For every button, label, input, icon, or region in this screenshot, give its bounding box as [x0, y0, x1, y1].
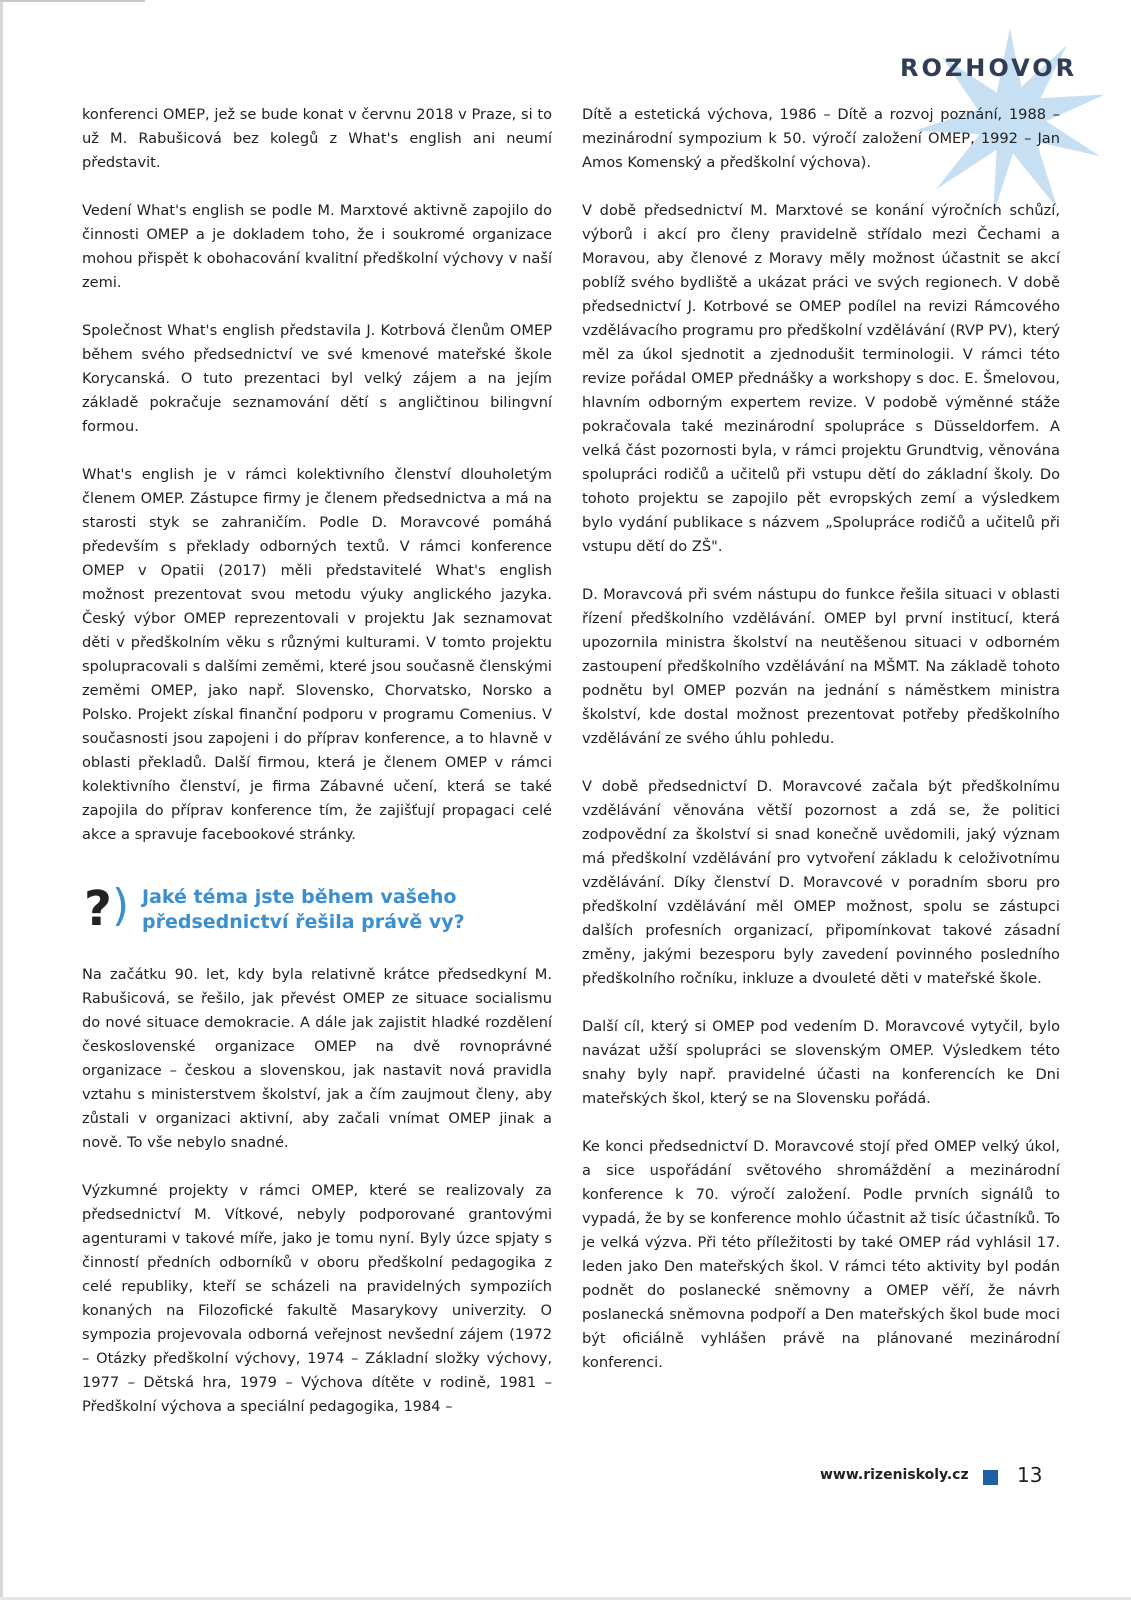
page-footer	[820, 1463, 1060, 1493]
paragraph: Výzkumné projekty v rámci OMEP, které se realizovaly za předsednictví M. Vítkové, nebyly podporované grantovými agenturami v takové míře, jako je tomu nyní. Byly úzce spjaty s činností předních odborníků v oboru předškolní pedagogika z celé republiky, kteří se scházeli na pravidelných sympoziích konaných na Filozofické fakultě Masarykovy univerzity. O sympozia projevovala odborná veřejnost nevšední zájem (1972 – Otázky předškolní výchovy, 1974 – Základní složky výchovy, 1977 – Dětská hra, 1979 – Výchova dítěte v rodině, 1981 – Předškolní výchova a speciální pedagogika, 1984 –	[82, 1182, 552, 1415]
footer-url[interactable]: www.rizeniskoly.cz	[820, 1467, 969, 1483]
paragraph: What's english je v rámci kolektivního členství dlouholetým členem OMEP. Zástupce firmy je členem předsednictva a má na starosti styk se zahraničím. Podle D. Moravcové pomáhá především s překlady odborných textů. V rámci konference OMEP v Opatii (2017) měli představitelé What's english možnost prezentovat svou metodu výuky anglického jazyka. Český výbor OMEP reprezentovali v projektu Jak seznamovat děti v předškolním věku s různými kulturami. V tomto projektu spolupracovali s dalšími zeměmi, které jsou současně členskými zeměmi OMEP, jako např. Slovensko, Chorvatsko, Norsko a Polsko. Projekt získal finanční podporu v programu Comenius. V současnosti jsou zapojeni i do příprav konference, a to hlavně v oblasti překladů. Další firmou, která je členem OMEP v rámci kolektivního členství, je firma Zábavné učení, která se také zapojila do příprav konference tím, že zajišťují propagaci celé akce a spravuje facebookové stránky.	[82, 466, 552, 843]
paragraph: Vedení What's english se podle M. Marxtové aktivně zapojilo do činnosti OMEP a je dokladem toho, že i soukromé organizace mohou přispět k obohacování kvalitní předškolní výchovy v naší zemi.	[82, 202, 552, 291]
question-text: Jaké téma jste během vašeho předsednictví řešila právě vy?	[142, 886, 465, 933]
interview-question	[82, 871, 552, 963]
page-number: 13	[1017, 1463, 1043, 1487]
paragraph: Společnost What's english představila J. Kotrbová členům OMEP během svého předsednictví ve své kmenové mateřské škole Korycanská. O tuto prezentaci byl velký zájem a na jejím základě pokračuje seznamování dětí s angličtinou bilingvní formou.	[82, 322, 552, 435]
scan-edge-top	[0, 0, 145, 2]
question-paren: )	[112, 880, 130, 931]
left-column	[82, 103, 552, 1419]
paragraph: konferenci OMEP, jež se bude konat v červnu 2018 v Praze, si to už M. Rabušicová bez kolegů z What's english ani neumí představit.	[82, 106, 552, 171]
right-column	[582, 103, 1060, 1375]
paragraph: Ke konci předsednictví D. Moravcové stojí před OMEP velký úkol, a sice uspořádání světového shromáždění a mezinárodní konference k 70. výročí založení. Podle prvních signálů to vypadá, že by se konference mohlo účastnit až tisíc účastníků. To je velká výzva. Při této příležitosti by také OMEP rád vyhlásil 17. leden jako Den mateřských škol. V rámci této aktivity byl podán podnět do poslanecké sněmovny a OMEP věří, že návrh poslanecká sněmovna podpoří a Den mateřských škol bude moci být oficiálně vyhlášen právě na plánované mezinárodní konferenci.	[582, 1138, 1060, 1371]
paragraph: V době předsednictví M. Marxtové se konání výročních schůzí, výborů i akcí pro členy pravidelně střídalo mezi Čechami a Moravou, aby členové z Moravy měly možnost účastnit se akcí poblíž svého bydliště a ukázat práci ve svých regionech. V době předsednictví J. Kotrbové se OMEP podílel na revizi Rámcového vzdělávacího programu pro předškolní vzdělávání (RVP PV), který měl za úkol sjednotit a zjednodušit terminologii. V rámci této revize pořádal OMEP přednášky a workshopy s doc. E. Šmelovou, hlavním odborným expertem revize. V podobě výměnné stáže pokračovala také mezinárodní spolupráce s Düsseldorfem. A velká část pozornosti byla, v rámci projektu Grundtvig, věnována spolupráci rodičů a učitelů při vstupu dětí do základní školy. Do tohoto projektu se zapojilo pět evropských zemí a výsledkem bylo vydání publikace s názvem „Spolupráce rodičů a učitelů při vstupu dětí do ZŠ".	[582, 202, 1060, 555]
paragraph: Dítě a estetická výchova, 1986 – Dítě a rozvoj poznání, 1988 – mezinárodní sympozium k 50. výročí založení OMEP, 1992 – Jan Amos Komenský a předškolní výchova).	[582, 106, 1060, 171]
question-mark-icon: ?	[84, 881, 112, 937]
scan-edge-left	[0, 0, 3, 1600]
footer-square-icon	[983, 1470, 998, 1485]
paragraph: Další cíl, který si OMEP pod vedením D. Moravcové vytyčil, bylo navázat užší spolupráci se slovenským OMEP. Výsledkem této snahy byly např. pravidelné účasti na konferencích ke Dni mateřských škol, který se na Slovensku pořádá.	[582, 1018, 1060, 1107]
paragraph: V době předsednictví D. Moravcové začala být předškolnímu vzdělávání věnována větší pozornost a zdá se, že politici zodpovědní za školství si snad konečně uvědomili, jaký význam má předškolní vzdělávání pro vytvoření základu k celoživotnímu vzdělávání. Díky členství D. Moravcové v poradním sboru pro předškolní vzdělávání měl OMEP možnost, spolu se zástupci dalších profesních organizací, připomínkovat takové zásadní změny, jakými bezesporu byly zavedení povinného posledního předškolního ročníku, inkluze a dvouleté děti v mateřské škole.	[582, 778, 1060, 987]
section-label: ROZHOVOR	[900, 54, 1078, 82]
paragraph: Na začátku 90. let, kdy byla relativně krátce předsedkyní M. Rabušicová, se řešilo, jak převést OMEP ze situace socialismu do nové situace demokracie. A dále jak zajistit hladké rozdělení československé organizace OMEP na dvě rovnoprávné organizace – českou a slovenskou, jak nastavit nová pravidla vztahu s ministerstvem školství, jak a čím zaujmout členy, aby zůstali v organizaci aktivní, aby začali vnímat OMEP jinak a nově. To vše nebylo snadné.	[82, 966, 552, 1151]
paragraph: D. Moravcová při svém nástupu do funkce řešila situaci v oblasti řízení předškolního vzdělávání. OMEP byl první institucí, která upozornila ministra školství na neutěšenou situaci v odborném zastoupení předškolního vzdělávání na MŠMT. Na základě tohoto podnětu byl OMEP pozván na jednání s náměstkem ministra školství, kde dostal možnost prezentovat potřeby předškolního vzdělávání ze svého úhlu pohledu.	[582, 586, 1060, 747]
